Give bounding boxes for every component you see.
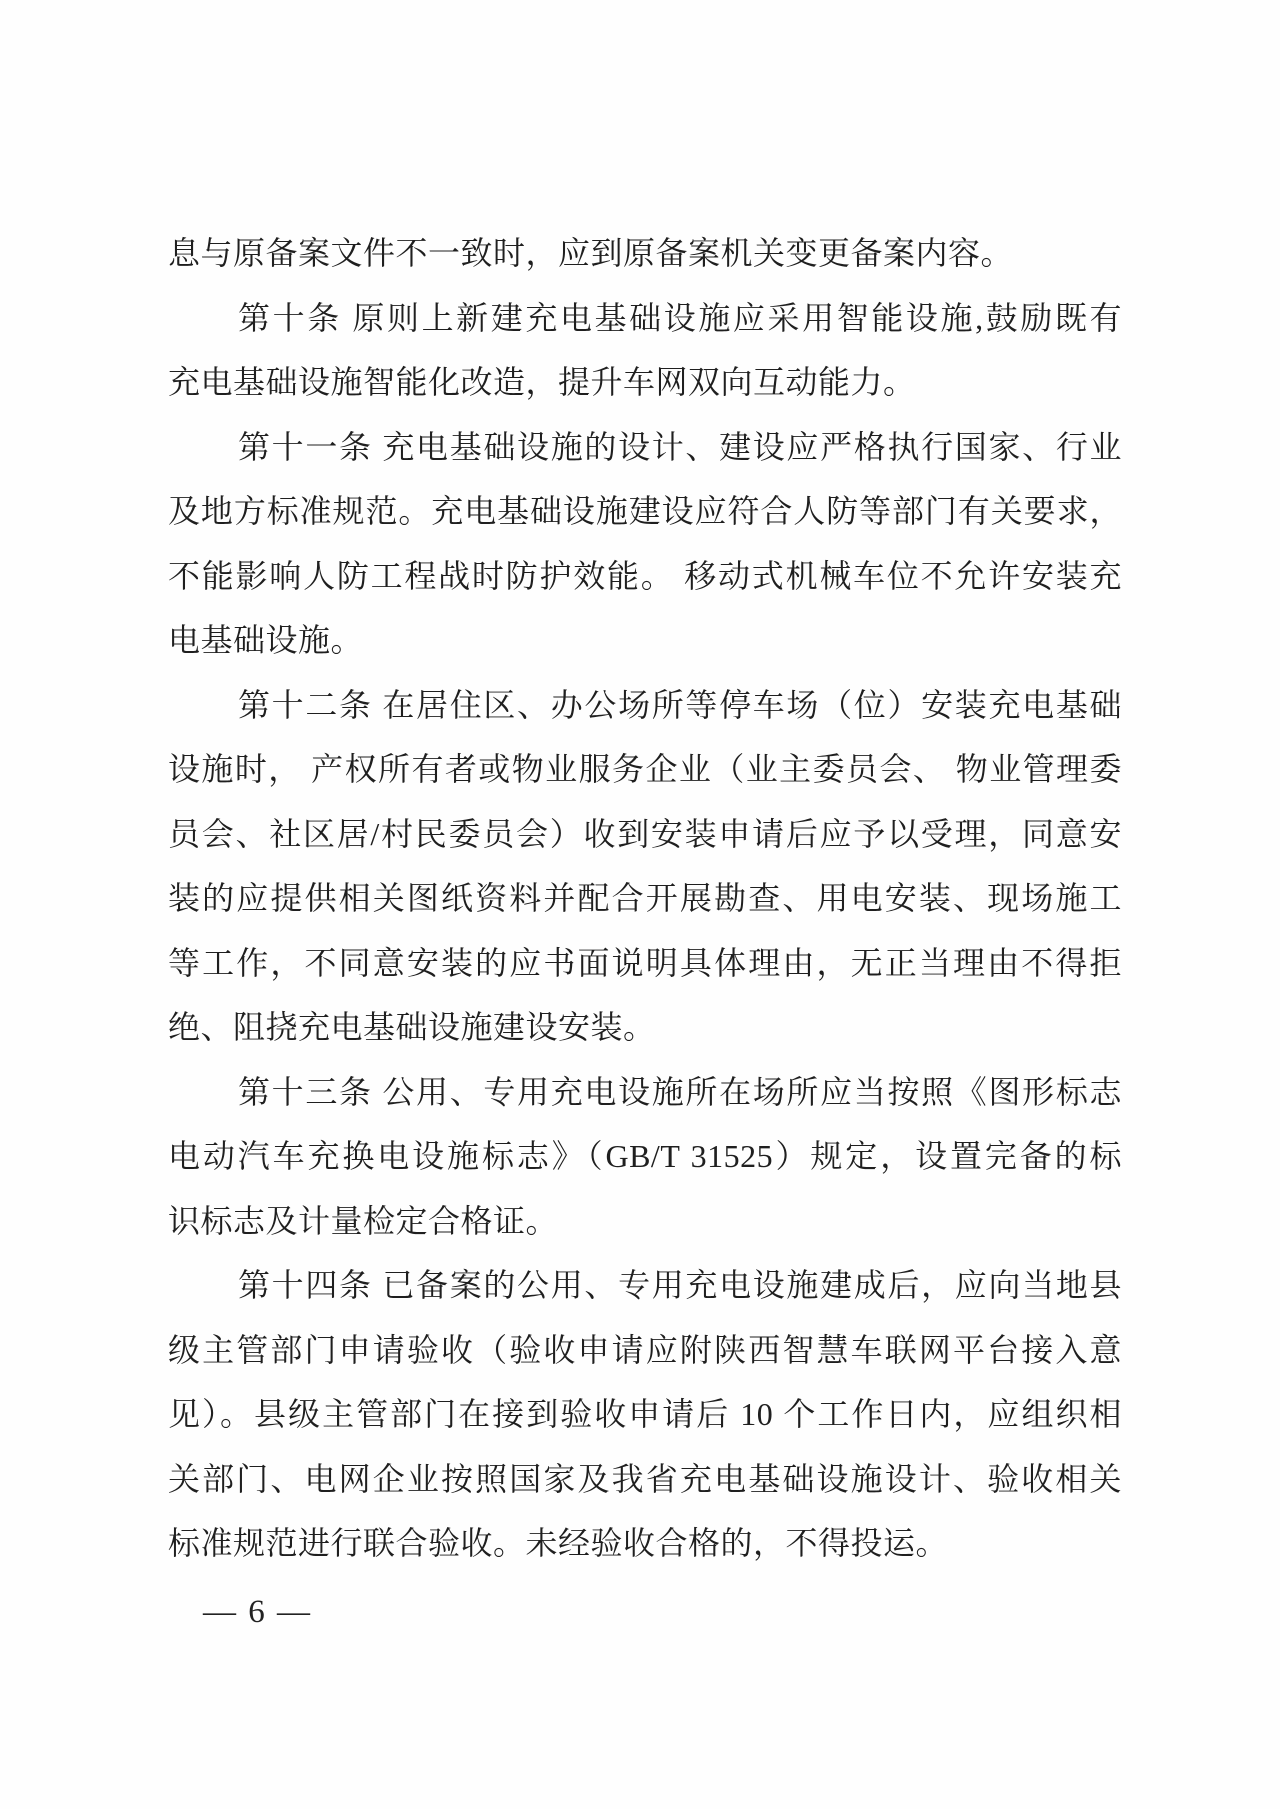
text-line: 装的应提供相关图纸资料并配合开展勘查、用电安装、现场施工 [168, 880, 1122, 916]
text-line: 第十一条 充电基础设施的设计、建设应严格执行国家、行业 [238, 428, 1122, 465]
text-line: 第十条 原则上新建充电基础设施应采用智能设施,鼓励既有 [238, 299, 1122, 336]
text-line: 等工作，不同意安装的应书面说明具体理由，无正当理由不得拒 [168, 944, 1122, 981]
text-line: 关部门、电网企业按照国家及我省充电基础设施设计、验收相关 [168, 1460, 1122, 1497]
text-line: 级主管部门申请验收（验收申请应附陕西智慧车联网平台接入意 [168, 1331, 1122, 1368]
text-line: 第十四条 已备案的公用、专用充电设施建成后，应向当地县 [238, 1267, 1122, 1303]
text-line: 及地方标准规范。充电基础设施建设应符合人防等部门有关要求， [168, 493, 1122, 529]
text-line: 息与原备案文件不一致时，应到原备案机关变更备案内容。 [168, 235, 1014, 271]
text-line: 电动汽车充换电设施标志》（GB/T 31525）规定，设置完备的标 [168, 1138, 1122, 1174]
text-line: 设施时， 产权所有者或物业服务企业（业主委员会、 物业管理委 [168, 751, 1122, 787]
text-line: 见）。县级主管部门在接到验收申请后 10 个工作日内，应组织相 [168, 1396, 1122, 1432]
text-line: 第十三条 公用、专用充电设施所在场所应当按照《图形标志 [238, 1073, 1122, 1110]
text-line: 员会、社区居/村民委员会）收到安装申请后应予以受理，同意安 [168, 815, 1122, 852]
text-line: 标准规范进行联合验收。未经验收合格的，不得投运。 [168, 1525, 949, 1561]
text-line: 识标志及计量检定合格证。 [168, 1202, 559, 1239]
text-line: 不能影响人防工程战时防护效能。 移动式机械车位不允许安装充 [168, 557, 1122, 594]
page-number: — 6 — [203, 1594, 312, 1630]
text-line: 充电基础设施智能化改造，提升车网双向互动能力。 [168, 364, 916, 400]
document-body [168, 221, 1122, 1576]
text-line: 电基础设施。 [168, 622, 364, 658]
text-line: 第十二条 在居住区、办公场所等停车场（位）安装充电基础 [238, 686, 1122, 723]
text-line: 绝、阻挠充电基础设施建设安装。 [168, 1009, 656, 1045]
